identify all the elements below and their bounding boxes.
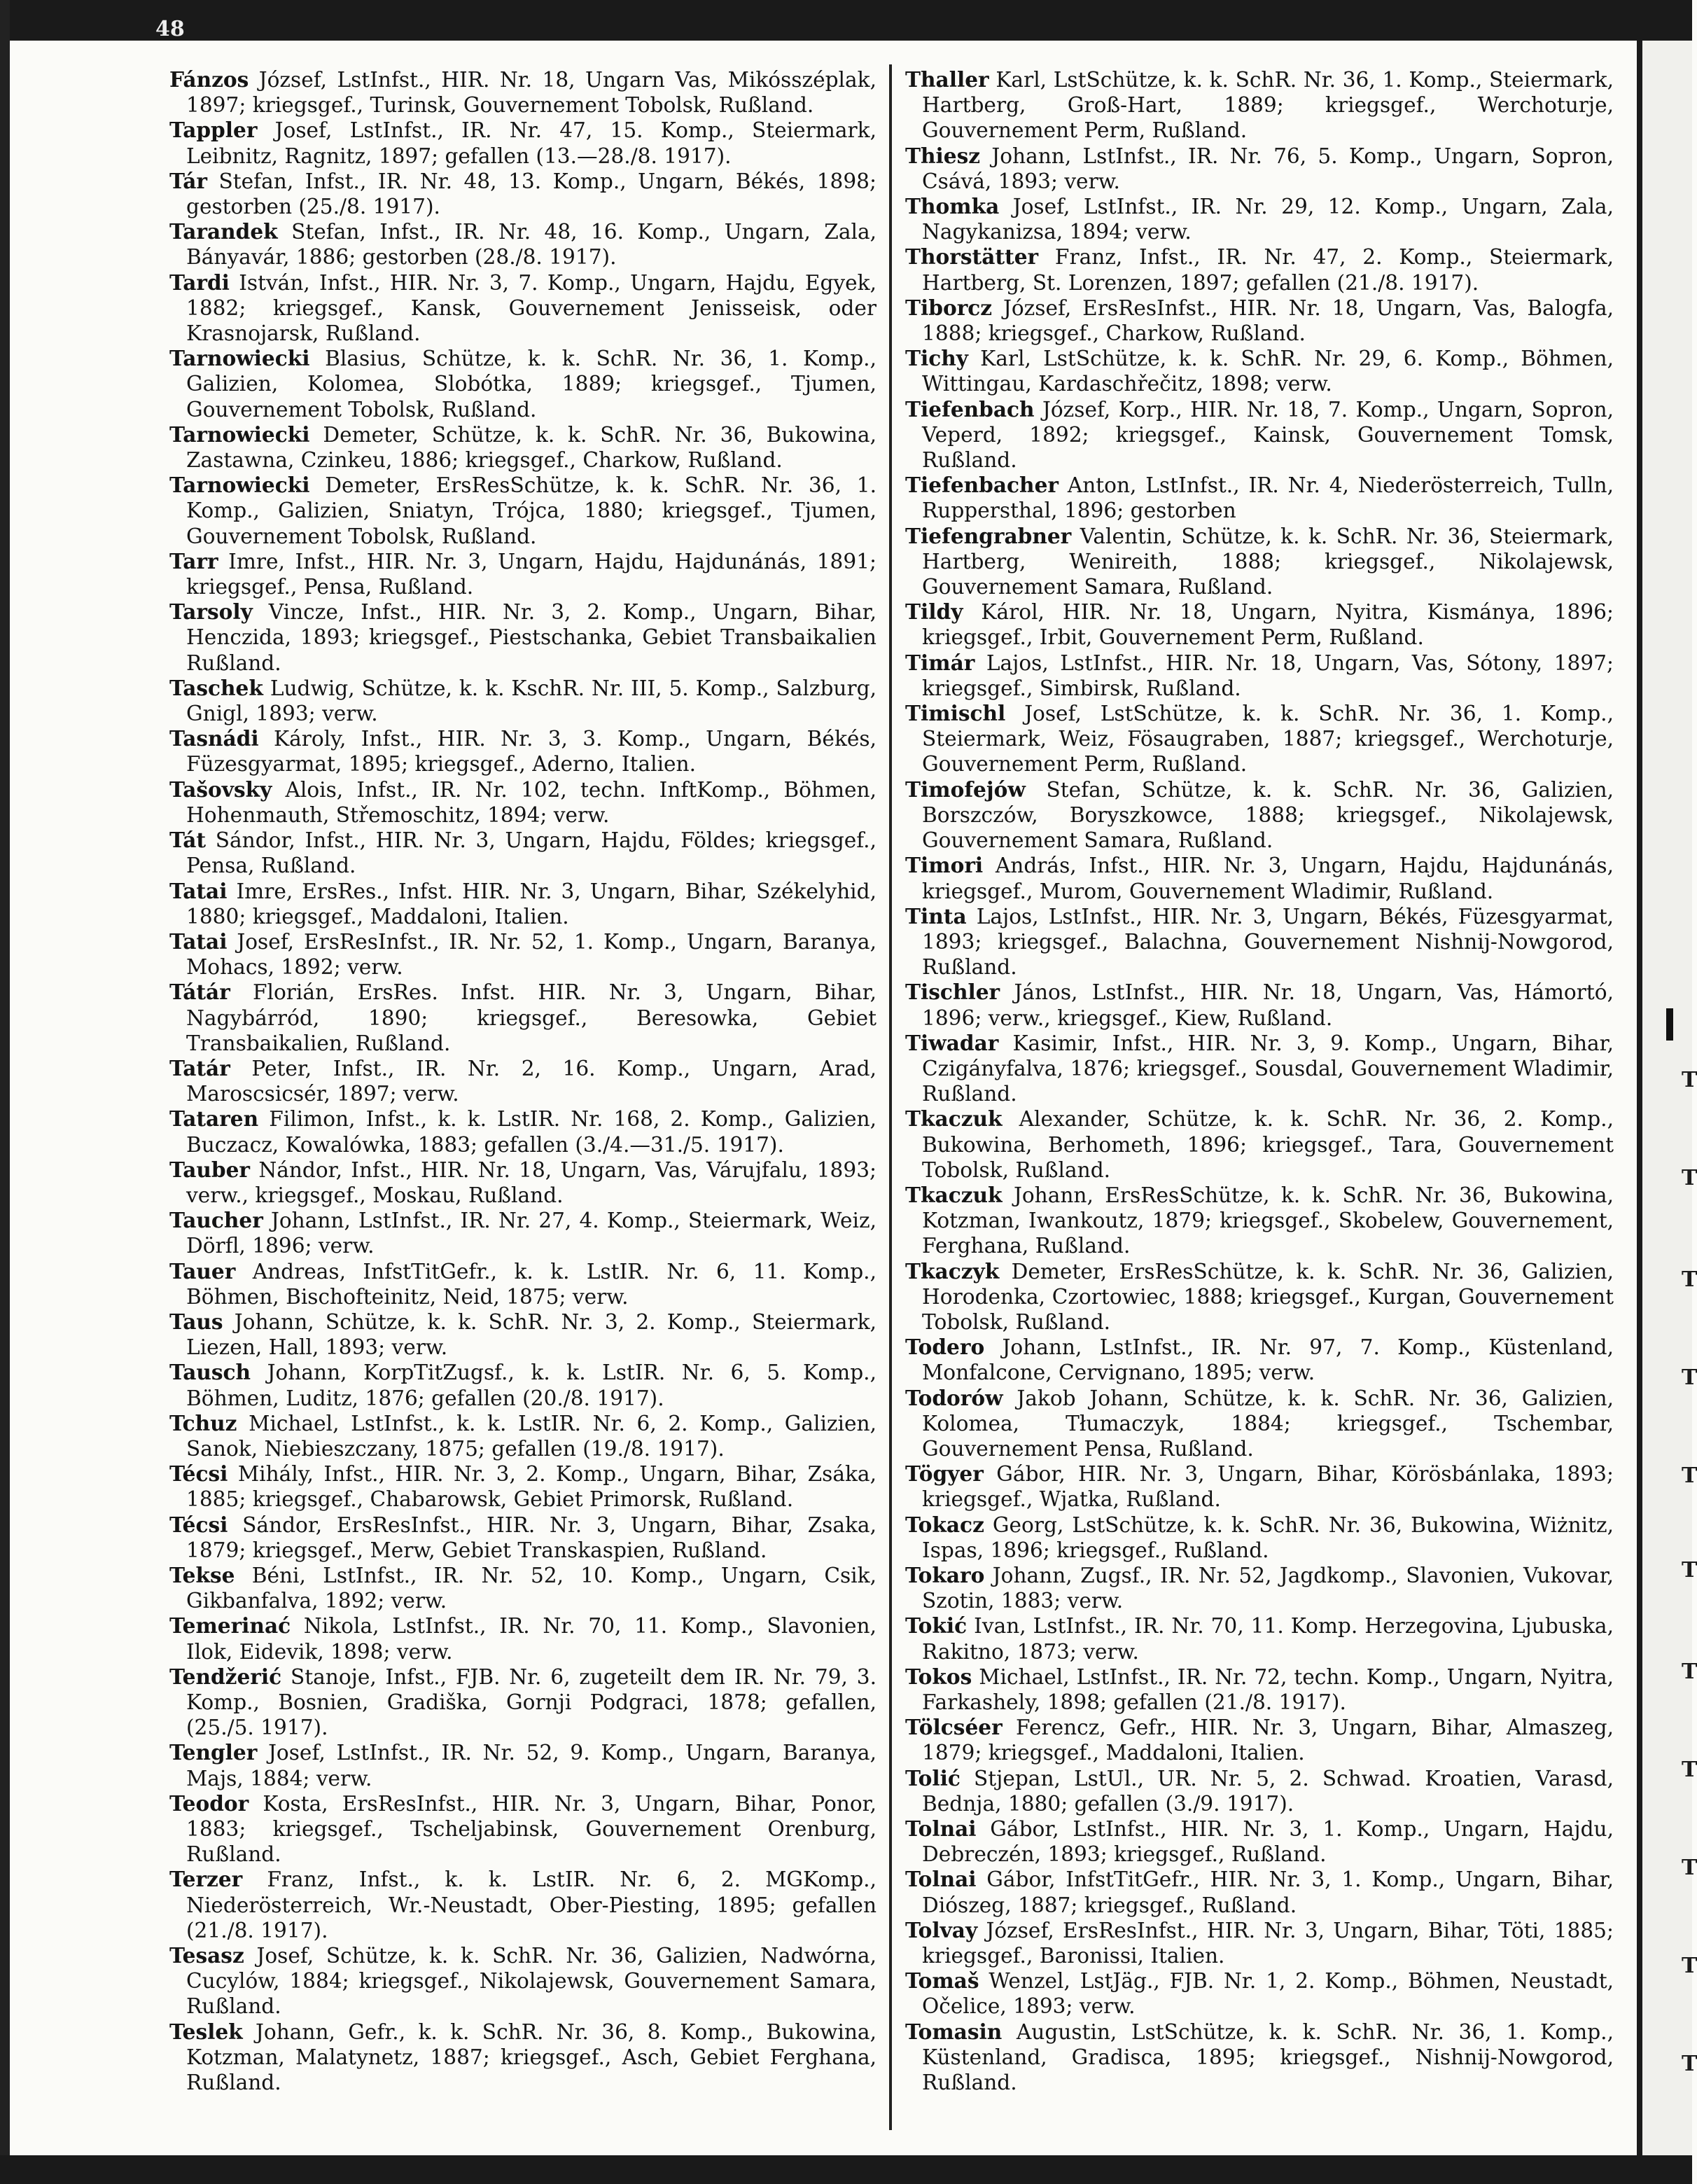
register-entry <box>905 1563 1614 1613</box>
register-entry <box>169 346 877 422</box>
entry-surname: Timár <box>905 650 975 675</box>
register-entry <box>905 1106 1614 1183</box>
register-entry <box>169 1208 877 1258</box>
entry-surname: Tomaš <box>905 1968 979 1994</box>
entry-surname: Thorstätter <box>905 244 1039 270</box>
entry-details: Károl, HIR. Nr. 18, Ungarn, Nyitra, Kismánya, 1896; kriegsgef., Irbit, Gouvernement Perm, Rußland. <box>922 600 1614 650</box>
register-entry <box>169 67 877 118</box>
margin-letter: T <box>1682 2052 1697 2076</box>
entry-details: Augustin, LstSchütze, k. k. SchR. Nr. 36, 1. Komp., Küstenland, Gradisca, 1895; kriegsgef., Nishnij-Nowgorod, Rußland. <box>922 2019 1614 2095</box>
entry-details: Josef, LstInfst., IR. Nr. 29, 12. Komp., Ungarn, Zala, Nagykanizsa, 1894; verw. <box>922 195 1614 244</box>
entry-details: Josef, ErsResInfst., IR. Nr. 52, 1. Komp., Ungarn, Baranya, Mohacs, 1892; verw. <box>186 929 877 980</box>
entry-surname: Tkaczuk <box>905 1106 1003 1132</box>
entry-details: Florián, ErsRes. Infst. HIR. Nr. 3, Ungarn, Bihar, Nagybárród, 1890; kriegsgef., Beresowka, Gebiet Transbaikalien, Rußland. <box>186 980 877 1055</box>
entry-surname: Tauer <box>169 1258 236 1284</box>
entry-surname: Tár <box>169 168 207 193</box>
entry-surname: Tengler <box>169 1740 258 1765</box>
entry-surname: Tatár <box>169 1055 230 1080</box>
register-entry <box>169 1740 877 1790</box>
entry-surname: Tinta <box>905 903 967 928</box>
entry-details: Ivan, LstInfst., IR. Nr. 70, 11. Komp. Herzegovina, Ljubuska, Rakitno, 1873; verw. <box>922 1614 1614 1664</box>
register-entry <box>169 473 877 549</box>
register-entry <box>905 1968 1614 2019</box>
entry-surname: Tölcséer <box>905 1715 1003 1740</box>
entry-details: Sándor, Infst., HIR. Nr. 3, Ungarn, Hajdu, Földes; kriegsgef., Pensa, Rußland. <box>186 828 877 878</box>
entry-details: József, Korp., HIR. Nr. 18, 7. Komp., Ungarn, Sopron, Veperd, 1892; kriegsgef., Kainsk, Gouvernement Tomsk, Rußland. <box>922 397 1614 473</box>
entry-details: Gábor, HIR. Nr. 3, Ungarn, Bihar, Körösbánlaka, 1893; kriegsgef., Wjatka, Rußland. <box>922 1462 1614 1512</box>
entry-details: Stefan, Infst., IR. Nr. 48, 13. Komp., Ungarn, Békés, 1898; gestorben (25./8. 1917). <box>186 169 877 219</box>
entry-details: József, ErsResInfst., HIR. Nr. 3, Ungarn, Bihar, Töti, 1885; kriegsgef., Baronissi, Italien. <box>922 1918 1614 1968</box>
entry-details: Imre, ErsRes., Infst. HIR. Nr. 3, Ungarn, Bihar, Székelyhid, 1880; kriegsgef., Maddaloni, Italien. <box>186 879 877 928</box>
entry-surname: Tolnai <box>905 1816 977 1842</box>
entry-surname: Terzer <box>169 1867 243 1892</box>
entry-details: Franz, Infst., k. k. LstIR. Nr. 6, 2. MGKomp., Niederösterreich, Wr.-Neustadt, Ober-Piesting, 1895; gefallen (21./8. 1917). <box>186 1867 877 1942</box>
register-entry <box>169 1411 877 1461</box>
entry-surname: Tokić <box>905 1613 968 1639</box>
entry-details: Filimon, Infst., k. k. LstIR. Nr. 168, 2. Komp., Galizien, Buczacz, Kowalówka, 1883; gefallen (3./4.—31./5. 1917). <box>186 1107 877 1157</box>
entry-surname: Tolnai <box>905 1867 977 1892</box>
register-entry <box>169 1259 877 1309</box>
scan-edge-left <box>0 0 10 2184</box>
register-entry <box>905 980 1614 1030</box>
entry-details: Franz, Infst., IR. Nr. 47, 2. Komp., Steiermark, Hartberg, St. Lorenzen, 1897; gefallen (21./8. 1917). <box>922 245 1614 295</box>
entry-details: Josef, LstInfst., IR. Nr. 52, 9. Komp., Ungarn, Baranya, Majs, 1884; verw. <box>186 1741 877 1790</box>
entry-surname: Tokaro <box>905 1562 985 1587</box>
entry-details: József, LstInfst., HIR. Nr. 18, Ungarn Vas, Mikósszéplak, 1897; kriegsgef., Turinsk, Gouvernement Tobolsk, Rußland. <box>186 68 877 118</box>
register-entry <box>905 599 1614 650</box>
register-entry <box>905 1031 1614 1107</box>
register-entry <box>905 1259 1614 1335</box>
entry-details: Gábor, LstInfst., HIR. Nr. 3, 1. Komp., Ungarn, Hajdu, Debreczén, 1893; kriegsgef., Rußland. <box>922 1817 1614 1867</box>
register-entry <box>169 1791 877 1867</box>
entry-surname: Tardi <box>169 270 230 295</box>
entry-details: Josef, LstInfst., IR. Nr. 47, 15. Komp., Steiermark, Leibnitz, Ragnitz, 1897; gefallen (13.—28./8. 1917). <box>186 118 877 168</box>
entry-surname: Tappler <box>169 118 258 143</box>
register-entry <box>169 549 877 599</box>
register-entry <box>905 295 1614 346</box>
left-column <box>169 67 877 2095</box>
entry-surname: Tichy <box>905 346 968 371</box>
entry-details: Blasius, Schütze, k. k. SchR. Nr. 36, 1. Komp., Galizien, Kolomea, Slobótka, 1889; kriegsgef., Tjumen, Gouvernement Tobolsk, Rußland. <box>186 347 877 422</box>
entry-surname: Tiefengrabner <box>905 523 1072 548</box>
entry-details: Demeter, ErsResSchütze, k. k. SchR. Nr. 36, 1. Komp., Galizien, Sniatyn, Trójca, 1880; kriegsgef., Tjumen, Gouvernement Tobolsk, Rußland. <box>186 473 877 548</box>
entry-surname: Tátár <box>169 980 230 1005</box>
register-entry <box>905 194 1614 244</box>
entry-details: Ludwig, Schütze, k. k. KschR. Nr. III, 5. Komp., Salzburg, Gnigl, 1893; verw. <box>186 676 877 726</box>
entry-surname: Técsi <box>169 1461 228 1487</box>
entry-details: Lajos, LstInfst., HIR. Nr. 3, Ungarn, Békés, Füzesgyarmat, 1893; kriegsgef., Balachna, Gouvernement Nishnij-Nowgorod, Rußland. <box>922 904 1614 980</box>
entry-details: Michael, LstInfst., IR. Nr. 72, techn. Komp., Ungarn, Nyitra, Farkashely, 1898; gefallen (21./8. 1917). <box>922 1664 1614 1714</box>
entry-details: Josef, LstSchütze, k. k. SchR. Nr. 36, 1. Komp., Steiermark, Weiz, Fösaugraben, 1887; kriegsgef., Werchoturje, Gouvernement Perm, Rußland. <box>922 702 1614 777</box>
entry-details: Nikola, LstInfst., IR. Nr. 70, 11. Komp., Slavonien, Ilok, Eidevik, 1898; verw. <box>186 1614 877 1664</box>
entry-surname: Tatai <box>169 878 228 903</box>
entry-surname: Tchuz <box>169 1410 237 1435</box>
entry-surname: Tiefenbacher <box>905 473 1059 498</box>
entry-details: József, ErsResInfst., HIR. Nr. 18, Ungarn, Vas, Balogfa, 1888; kriegsgef., Charkow, Rußland. <box>922 295 1614 346</box>
register-entry <box>169 118 877 168</box>
register-entry <box>169 879 877 929</box>
register-entry <box>905 904 1614 980</box>
scan-edge-bottom <box>0 2155 1692 2184</box>
entry-details: Stefan, Schütze, k. k. SchR. Nr. 36, Galizien, Borszczów, Boryszkowce, 1888; kriegsgef., Nikolajewsk, Gouvernement Samara, Rußland. <box>922 777 1614 853</box>
register-entry <box>905 67 1614 144</box>
register-entry <box>169 169 877 219</box>
register-entry <box>905 1386 1614 1462</box>
entry-surname: Tokacz <box>905 1512 984 1537</box>
register-entry <box>905 777 1614 854</box>
entry-details: Jakob Johann, Schütze, k. k. SchR. Nr. 36, Galizien, Kolomea, Tłumaczyk, 1884; kriegsgef., Tschembar, Gouvernement Pensa, Rußland. <box>922 1386 1614 1461</box>
next-page-edge <box>1637 41 1692 2155</box>
margin-letter: T <box>1682 1267 1697 1292</box>
register-entry <box>169 929 877 980</box>
entry-surname: Tomasin <box>905 2019 1003 2044</box>
entry-details: Johann, LstInfst., IR. Nr. 27, 4. Komp., Steiermark, Weiz, Dörfl, 1896; verw. <box>186 1209 877 1258</box>
entry-surname: Taucher <box>169 1208 263 1233</box>
register-entry <box>905 1918 1614 1968</box>
entry-details: Nándor, Infst., HIR. Nr. 18, Ungarn, Vas, Várujfalu, 1893; verw., kriegsgef., Moskau, Rußland. <box>186 1157 877 1207</box>
entry-surname: Tarandek <box>169 219 278 244</box>
margin-letter: T <box>1682 1558 1697 1583</box>
entry-details: Sándor, ErsResInfst., HIR. Nr. 3, Ungarn, Bihar, Zsaka, 1879; kriegsgef., Merw, Gebiet Transkaspien, Rußland. <box>186 1512 877 1562</box>
entry-surname: Taschek <box>169 675 263 700</box>
register-entry <box>905 1461 1614 1512</box>
register-entry <box>905 397 1614 473</box>
register-entry <box>169 1613 877 1664</box>
entry-details: Stefan, Infst., IR. Nr. 48, 16. Komp., Ungarn, Zala, Bányavár, 1886; gestorben (28./8. 1917). <box>186 220 877 270</box>
entry-surname: Tarnowiecki <box>169 473 310 498</box>
register-entry <box>169 980 877 1056</box>
entry-surname: Teodor <box>169 1790 249 1816</box>
entry-details: Georg, LstSchütze, k. k. SchR. Nr. 36, Bukowina, Wiżnitz, Ispas, 1896; kriegsgef., Rußland. <box>922 1512 1614 1562</box>
entry-details: Károly, Infst., HIR. Nr. 3, 3. Komp., Ungarn, Békés, Füzesgyarmat, 1895; kriegsgef., Aderno, Italien. <box>186 727 877 777</box>
margin-letter: T <box>1682 1758 1697 1782</box>
entry-surname: Taus <box>169 1309 223 1334</box>
register-entry <box>169 1867 877 1943</box>
scan-edge-top <box>0 0 1692 41</box>
entry-details: Johann, ErsResSchütze, k. k. SchR. Nr. 36, Bukowina, Kotzman, Iwankoutz, 1879; kriegsgef., Skobelew, Gouvernement, Ferghana, Rußland. <box>922 1183 1614 1258</box>
entry-surname: Tát <box>169 828 207 853</box>
entry-surname: Tolić <box>905 1765 961 1790</box>
entry-surname: Teslek <box>169 2019 243 2044</box>
entry-surname: Tokos <box>905 1664 972 1689</box>
entry-surname: Técsi <box>169 1512 228 1537</box>
register-entry <box>169 726 877 777</box>
register-entry <box>169 1106 877 1157</box>
register-entry <box>905 1613 1614 1664</box>
entry-details: János, LstInfst., HIR. Nr. 18, Ungarn, Vas, Hámortó, 1896; verw., kriegsgef., Kiew, Rußland. <box>922 980 1614 1030</box>
register-entry <box>169 219 877 270</box>
entry-surname: Tiefenbach <box>905 396 1035 422</box>
entry-surname: Tauber <box>169 1157 250 1182</box>
register-entry <box>905 1664 1614 1715</box>
entry-surname: Tkaczyk <box>905 1258 1000 1284</box>
entry-details: Anton, LstInfst., IR. Nr. 4, Niederösterreich, Tulln, Ruppersthal, 1896; gestorben <box>922 473 1614 523</box>
entry-surname: Tekse <box>169 1562 235 1587</box>
register-entry <box>905 1512 1614 1563</box>
entry-details: Josef, Schütze, k. k. SchR. Nr. 36, Galizien, Nadwórna, Cucylów, 1884; kriegsgef., Nikolajewsk, Gouvernement Samara, Rußland. <box>186 1944 877 2019</box>
register-entry <box>169 1360 877 1410</box>
entry-surname: Tiborcz <box>905 295 993 320</box>
entry-surname: Tildy <box>905 599 963 625</box>
register-entry <box>905 701 1614 777</box>
register-entry <box>905 1183 1614 1259</box>
entry-details: Johann, Zugsf., IR. Nr. 52, Jagdkomp., Slavonien, Vukovar, Szotin, 1883; verw. <box>922 1563 1614 1613</box>
entry-details: Johann, Gefr., k. k. SchR. Nr. 36, 8. Komp., Bukowina, Kotzman, Malatynetz, 1887; kriegsgef., Asch, Gebiet Ferghana, Rußland. <box>186 2019 877 2095</box>
margin-letter: T <box>1682 1166 1697 1190</box>
register-entry <box>905 1867 1614 1917</box>
entry-surname: Tataren <box>169 1106 259 1132</box>
entry-details: Kosta, ErsResInfst., HIR. Nr. 3, Ungarn, Bihar, Ponor, 1883; kriegsgef., Tscheljabinsk, Gouvernement Orenburg, Rußland. <box>186 1791 877 1867</box>
entry-details: Kasimir, Infst., HIR. Nr. 3, 9. Komp., Ungarn, Bihar, Czigányfalva, 1876; kriegsgef., Sousdal, Gouvernement Wladimir, Rußland. <box>922 1031 1614 1106</box>
entry-surname: Thiesz <box>905 143 981 168</box>
register-entry <box>169 1461 877 1512</box>
entry-details: Peter, Infst., IR. Nr. 2, 16. Komp., Ungarn, Arad, Maroscsicsér, 1897; verw. <box>186 1056 877 1106</box>
register-entry <box>905 1766 1614 1816</box>
entry-surname: Tasnádi <box>169 726 259 751</box>
register-entry <box>169 1309 877 1360</box>
register-entry <box>169 828 877 878</box>
entry-surname: Tatai <box>169 928 228 954</box>
entry-surname: Thaller <box>905 67 989 92</box>
entry-surname: Tarsoly <box>169 599 253 625</box>
entry-surname: Timischl <box>905 701 1006 726</box>
entry-surname: Timofejów <box>905 777 1026 802</box>
margin-letter: T <box>1682 1660 1697 1684</box>
register-entry <box>169 1056 877 1106</box>
entry-details: Ferencz, Gefr., HIR. Nr. 3, Ungarn, Bihar, Almaszeg, 1879; kriegsgef., Maddaloni, Italien. <box>922 1716 1614 1765</box>
margin-letter: T <box>1682 1856 1697 1880</box>
register-entry <box>905 1715 1614 1765</box>
entry-details: Stanoje, Infst., FJB. Nr. 6, zugeteilt dem IR. Nr. 79, 3. Komp., Bosnien, Gradiška, Gornji Podgraci, 1878; gefallen, (25./5. 1917). <box>186 1664 877 1740</box>
entry-surname: Timori <box>905 853 984 878</box>
margin-mark <box>1666 1008 1673 1041</box>
entry-surname: Tendžerić <box>169 1664 282 1689</box>
register-entry <box>169 1157 877 1208</box>
entry-surname: Tarr <box>169 548 218 573</box>
register-entry <box>169 777 877 828</box>
register-entry <box>905 524 1614 600</box>
entry-surname: Tiwadar <box>905 1030 999 1055</box>
entry-surname: Tarnowiecki <box>169 422 310 447</box>
entry-details: Stjepan, LstUl., UR. Nr. 5, 2. Schwad. Kroatien, Varasd, Bednja, 1880; gefallen (3./9. 1917). <box>922 1766 1614 1816</box>
entry-details: Alois, Infst., IR. Nr. 102, techn. InftKomp., Böhmen, Hohenmauth, Střemoschitz, 1894; verw. <box>186 777 877 827</box>
entry-details: Andreas, InfstTitGefr., k. k. LstIR. Nr. 6, 11. Komp., Böhmen, Bischofteinitz, Neid, 1875; verw. <box>186 1259 877 1309</box>
entry-details: Karl, LstSchütze, k. k. SchR. Nr. 36, 1. Komp., Steiermark, Hartberg, Groß-Hart, 1889; kriegsgef., Werchoturje, Gouvernement Perm, Rußland. <box>922 68 1614 143</box>
entry-details: Demeter, ErsResSchütze, k. k. SchR. Nr. 36, Galizien, Horodenka, Czortowiec, 1888; kriegsgef., Kurgan, Gouvernement Tobolsk, Rußland. <box>922 1259 1614 1334</box>
entry-details: András, Infst., HIR. Nr. 3, Ungarn, Hajdu, Hajdunánás, kriegsgef., Murom, Gouvernement Wladimir, Rußland. <box>922 854 1614 903</box>
entry-surname: Todero <box>905 1335 985 1360</box>
entry-details: Vincze, Infst., HIR. Nr. 3, 2. Komp., Ungarn, Bihar, Henczida, 1893; kriegsgef., Piestschanka, Gebiet Transbaikalien Rußland. <box>186 600 877 675</box>
entry-details: Michael, LstInfst., k. k. LstIR. Nr. 6, 2. Komp., Galizien, Sanok, Niebieszczany, 1875; gefallen (19./8. 1917). <box>186 1411 877 1461</box>
entry-details: Valentin, Schütze, k. k. SchR. Nr. 36, Steiermark, Hartberg, Wenireith, 1888; kriegsgef., Nikolajewsk, Gouvernement Samara, Rußland. <box>922 524 1614 599</box>
margin-letter: T <box>1682 1365 1697 1390</box>
entry-surname: Todorów <box>905 1385 1003 1410</box>
register-entry <box>169 676 877 726</box>
entry-details: Gábor, InfstTitGefr., HIR. Nr. 3, 1. Komp., Ungarn, Bihar, Diószeg, 1887; kriegsgef., Rußland. <box>922 1867 1614 1917</box>
entry-details: Johann, Schütze, k. k. SchR. Nr. 3, 2. Komp., Steiermark, Liezen, Hall, 1893; verw. <box>186 1309 877 1360</box>
page-number: 48 <box>155 17 185 41</box>
entry-surname: Tögyer <box>905 1461 984 1487</box>
register-entry <box>169 2019 877 2096</box>
column-divider <box>889 64 892 2130</box>
register-entry <box>169 1943 877 2019</box>
entry-surname: Tausch <box>169 1360 251 1385</box>
register-entry <box>905 853 1614 903</box>
entry-surname: Temerinać <box>169 1613 291 1639</box>
register-entry <box>905 144 1614 194</box>
register-entry <box>905 244 1614 295</box>
entry-surname: Tarnowiecki <box>169 346 310 371</box>
entry-details: Alexander, Schütze, k. k. SchR. Nr. 36, 2. Komp., Bukowina, Berhometh, 1896; kriegsgef., Tara, Gouvernement Tobolsk, Rußland. <box>922 1107 1614 1182</box>
margin-letter: T <box>1682 1463 1697 1488</box>
register-entry <box>905 346 1614 396</box>
entry-details: Wenzel, LstJäg., FJB. Nr. 1, 2. Komp., Böhmen, Neustadt, Očelice, 1893; verw. <box>922 1969 1614 2019</box>
entry-details: Mihály, Infst., HIR. Nr. 3, 2. Komp., Ungarn, Bihar, Zsáka, 1885; kriegsgef., Chabarowsk, Gebiet Primorsk, Rußland. <box>186 1462 877 1512</box>
margin-letter: T <box>1682 1068 1697 1092</box>
register-entry <box>905 1816 1614 1867</box>
entry-surname: Fánzos <box>169 67 249 92</box>
entry-surname: Tašovsky <box>169 777 272 802</box>
register-entry <box>905 1335 1614 1385</box>
margin-letter: T <box>1682 1954 1697 1978</box>
entry-surname: Tesasz <box>169 1943 244 1968</box>
register-entry <box>169 1512 877 1563</box>
entry-surname: Tkaczuk <box>905 1182 1003 1207</box>
entry-surname: Thomka <box>905 194 1000 219</box>
right-column <box>905 67 1614 2095</box>
register-entry <box>169 270 877 347</box>
entry-details: Johann, LstInfst., IR. Nr. 97, 7. Komp., Küstenland, Monfalcone, Cervignano, 1895; verw. <box>922 1335 1614 1385</box>
register-entry <box>169 1563 877 1613</box>
entry-details: Imre, Infst., HIR. Nr. 3, Ungarn, Hajdu, Hajdunánás, 1891; kriegsgef., Pensa, Rußland. <box>186 549 877 599</box>
register-entry <box>169 599 877 676</box>
register-entry <box>169 422 877 473</box>
entry-details: Lajos, LstInfst., HIR. Nr. 18, Ungarn, Vas, Sótony, 1897; kriegsgef., Simbirsk, Rußland. <box>922 651 1614 700</box>
register-entry <box>905 473 1614 523</box>
register-entry <box>905 2019 1614 2096</box>
entry-details: Béni, LstInfst., IR. Nr. 52, 10. Komp., Ungarn, Csik, Gikbanfalva, 1892; verw. <box>186 1563 877 1613</box>
entry-details: Karl, LstSchütze, k. k. SchR. Nr. 29, 6. Komp., Böhmen, Wittingau, Kardaschřečitz, 1898; verw. <box>922 347 1614 396</box>
register-entry <box>169 1664 877 1741</box>
register-entry <box>905 651 1614 701</box>
entry-details: István, Infst., HIR. Nr. 3, 7. Komp., Ungarn, Hajdu, Egyek, 1882; kriegsgef., Kansk, Gouvernement Jenisseisk, oder Krasnojarsk, Rußland. <box>186 270 877 346</box>
entry-surname: Tolvay <box>905 1917 978 1942</box>
entry-details: Johann, LstInfst., IR. Nr. 76, 5. Komp., Ungarn, Sopron, Csává, 1893; verw. <box>922 144 1614 193</box>
entry-details: Johann, KorpTitZugsf., k. k. LstIR. Nr. 6, 5. Komp., Böhmen, Luditz, 1876; gefallen (20./8. 1917). <box>186 1361 877 1410</box>
entry-surname: Tischler <box>905 980 1000 1005</box>
entry-details: Demeter, Schütze, k. k. SchR. Nr. 36, Bukowina, Zastawna, Czinkeu, 1886; kriegsgef., Charkow, Rußland. <box>186 422 877 473</box>
